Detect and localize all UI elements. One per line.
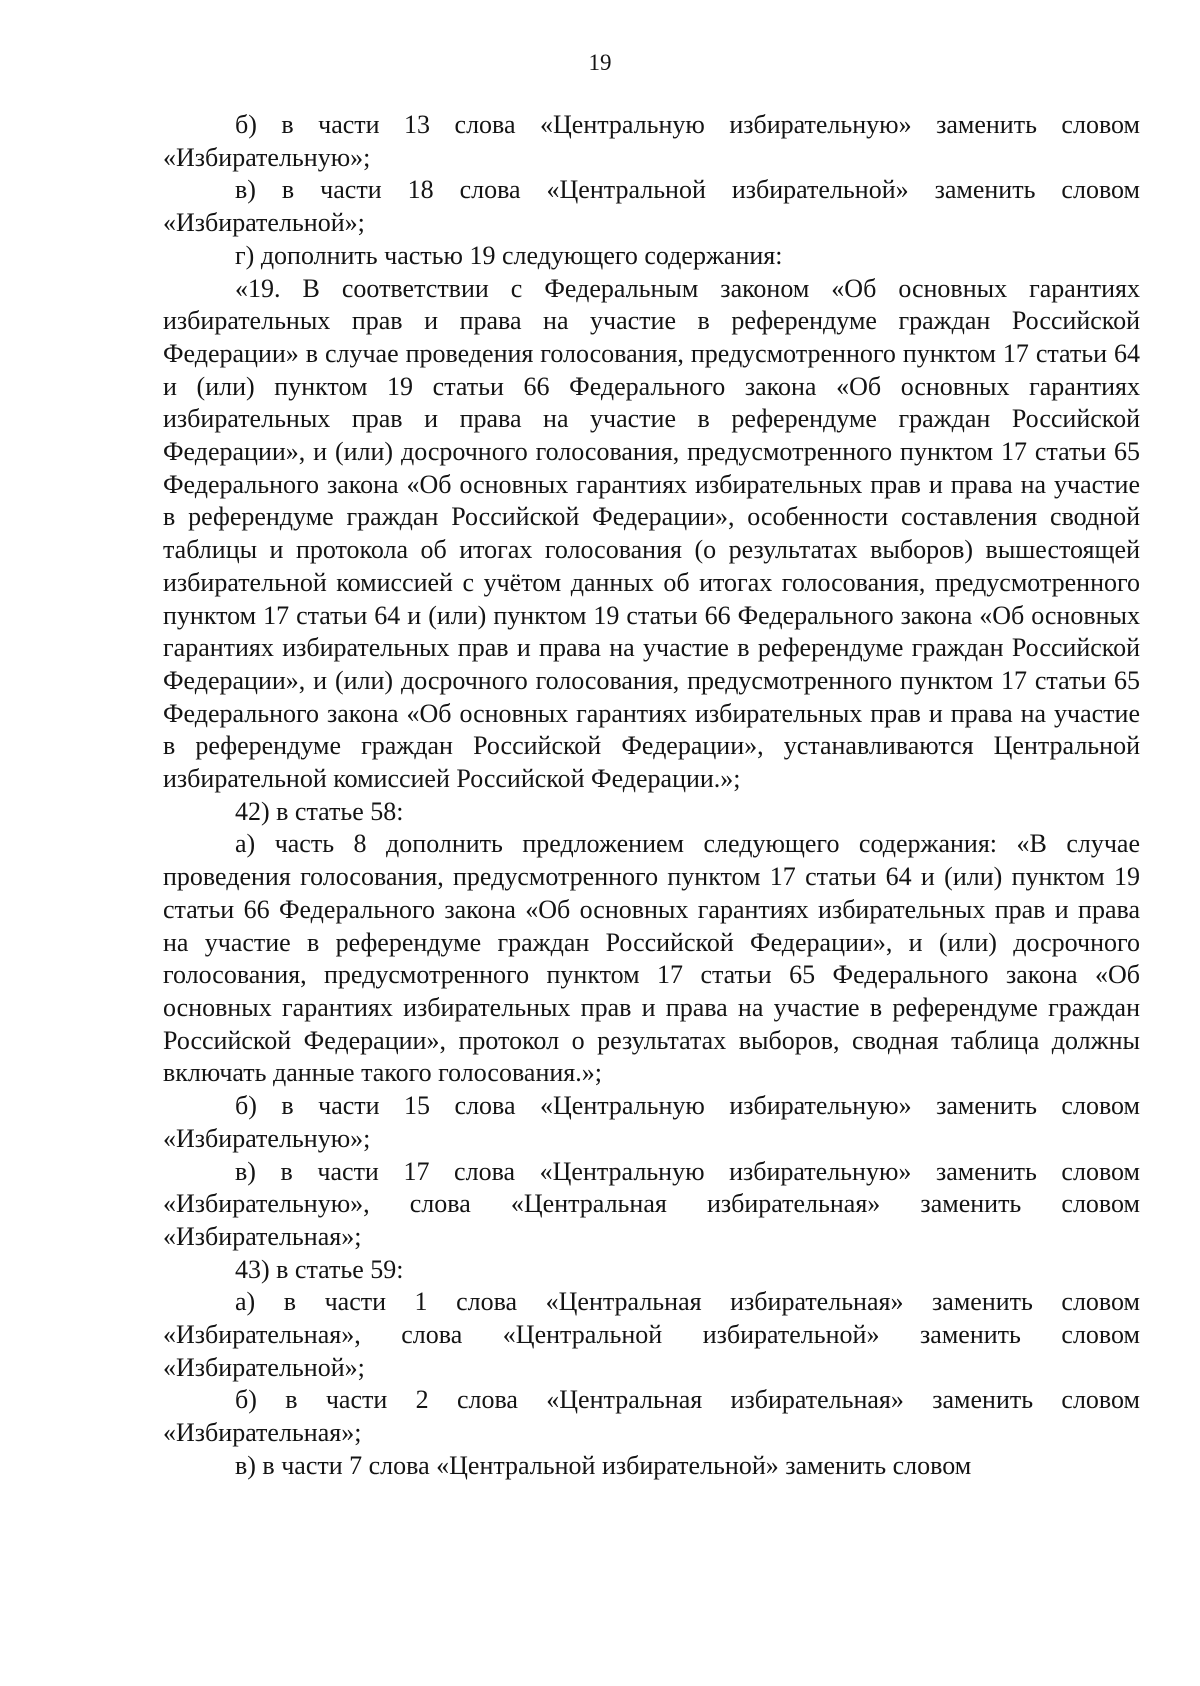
paragraph-59-b: б) в части 2 слова «Центральная избирательная» заменить словом «Избирательная»; [163, 1385, 1140, 1448]
paragraph-58-b: б) в части 15 слова «Центральную избирательную» заменить словом «Избирательную»; [163, 1091, 1140, 1153]
paragraph-59-a: а) в части 1 слова «Центральная избирательная» заменить словом «Избирательная», слова «Центральной избирательной» заменить словом «Избирательной»; [163, 1287, 1140, 1382]
paragraph-59-v: в) в части 7 слова «Центральной избирательной» заменить словом [235, 1450, 972, 1480]
paragraph-58-a: а) часть 8 дополнить предложением следующего содержания: «В случае проведения голосования, предусмотренного пунктом 17 статьи 64 и (или) пунктом 19 статьи 66 Федерального закона «Об основных гарантиях избирательных прав и права на участие в референдуме граждан Российской Федерации», и (или) досрочного голосования, предусмотренного пунктом 17 статьи 65 Федерального закона «Об основных гарантиях избирательных прав и права на участие в референдуме граждан Российской Федерации», протокол о результатах выборов, сводная таблица должны включать данные такого голосования.»; [163, 829, 1140, 1088]
paragraph-19-g: г) дополнить частью 19 следующего содержания: [235, 240, 783, 270]
paragraph-article-58: 42) в статье 58: [235, 796, 404, 826]
paragraph-part-19-text: «19. В соответствии с Федеральным законом «Об основных гарантиях избирательных прав и права на участие в референдуме граждан Российской Федерации» в случае проведения голосования, предусмотренного пунктом 17 статьи 64 и (или) пунктом 19 статьи 66 Федерального закона «Об основных гарантиях избирательных прав и права на участие в референдуме граждан Российской Федерации», и (или) досрочного голосования, предусмотренного пунктом 17 статьи 65 Федерального закона «Об основных гарантиях избирательных прав и права на участие в референдуме граждан Российской Федерации», особенности составления сводной таблицы и протокола об итогах голосования (о результатах выборов) вышестоящей избирательной комиссией с учётом данных об итогах голосования, предусмотренного пунктом 17 статьи 64 и (или) пунктом 19 статьи 66 Федерального закона «Об основных гарантиях избирательных прав и права на участие в референдуме граждан Российской Федерации», и (или) досрочного голосования, предусмотренного пунктом 17 статьи 65 Федерального закона «Об основных гарантиях избирательных прав и права на участие в референдуме граждан Российской Федерации», устанавливаются Центральной избирательной комиссией Российской Федерации.»; [163, 273, 1140, 794]
paragraph-18-v: в) в части 18 слова «Центральной избирательной» заменить словом «Избирательной»; [163, 175, 1140, 238]
paragraph-article-59: 43) в статье 59: [235, 1254, 404, 1284]
paragraph-13-b: б) в части 13 слова «Центральную избирательную» заменить словом «Избирательную»; [163, 110, 1140, 172]
paragraph-58-v: в) в части 17 слова «Центральную избирательную» заменить словом «Избирательную», слова «Центральная избирательная» заменить словом «Избирательная»; [163, 1156, 1140, 1251]
document-body [163, 109, 1140, 1483]
page-number: 19 [588, 50, 612, 75]
